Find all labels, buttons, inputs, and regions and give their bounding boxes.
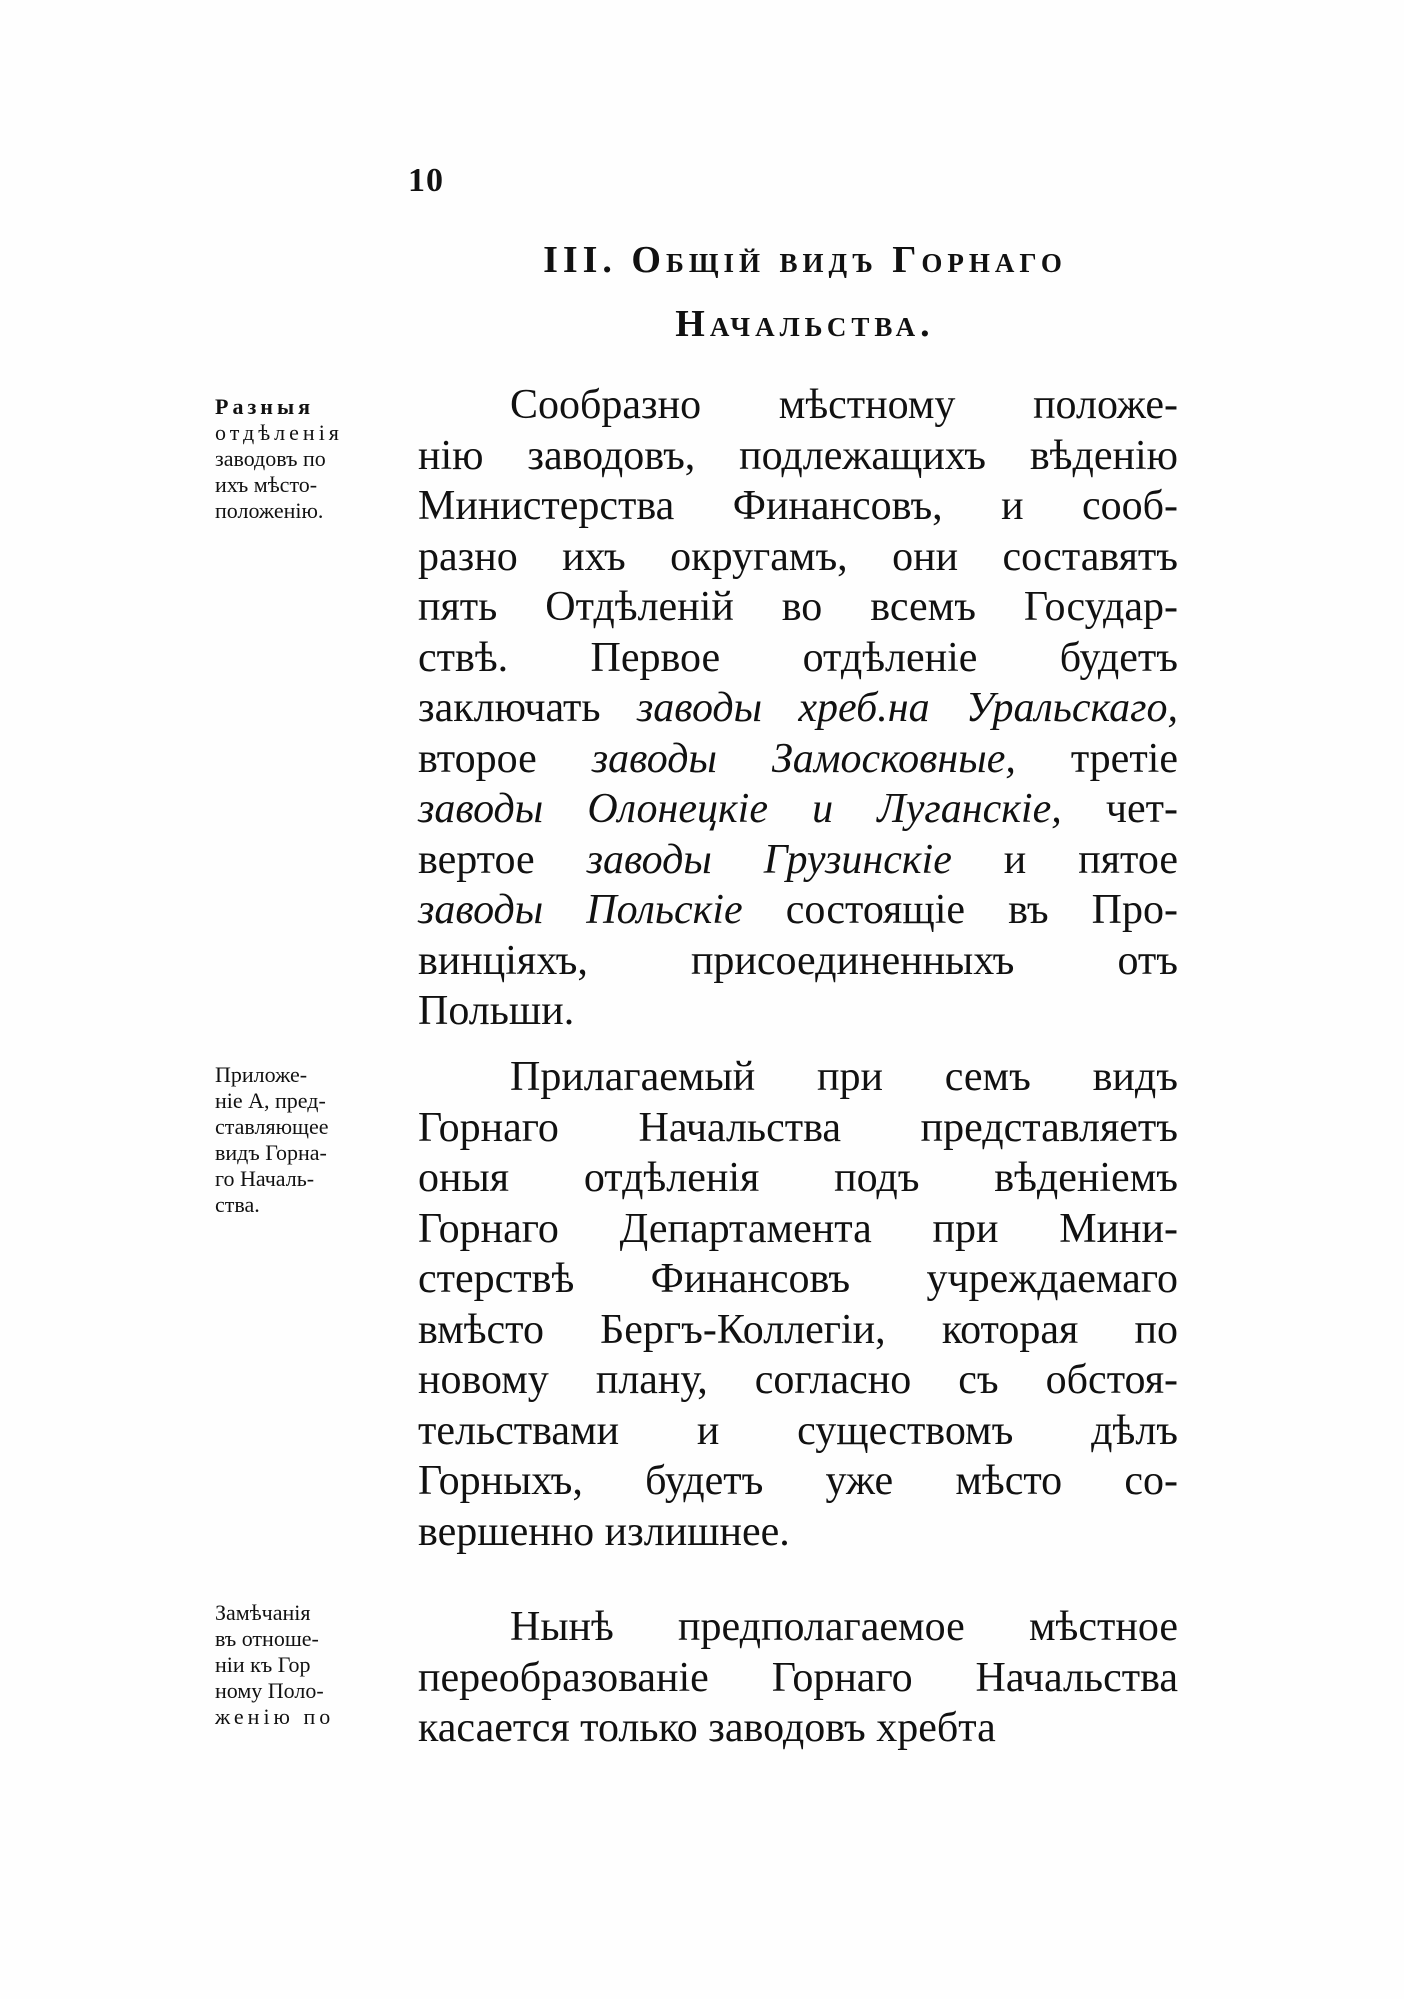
text-line bbox=[418, 885, 1178, 936]
text-run: состоящіе въ Про- bbox=[742, 887, 1178, 933]
text-line bbox=[418, 1703, 1178, 1754]
text-line bbox=[418, 1456, 1178, 1507]
text-line bbox=[418, 532, 1178, 583]
text-run: разно ихъ округамъ, они составятъ bbox=[418, 533, 1178, 580]
text-run: переобразованіе Горнаго Начальства bbox=[418, 1654, 1178, 1701]
text-line bbox=[418, 1254, 1178, 1305]
text-line bbox=[418, 936, 1178, 987]
margin-note-line: отдѣленія bbox=[215, 420, 343, 445]
margin-note-line: положенію. bbox=[215, 498, 324, 523]
chapter-heading: III. Общій видъ Горнаго bbox=[543, 239, 1067, 281]
margin-note-line: ніи къ Гор bbox=[215, 1652, 311, 1677]
text-line bbox=[418, 1355, 1178, 1406]
text-line bbox=[418, 784, 1178, 835]
text-run: Сообразно мѣстному положе- bbox=[510, 382, 1178, 428]
chapter-heading-continued: Начальства. bbox=[675, 303, 935, 345]
text-line bbox=[418, 1305, 1178, 1356]
italic-text: заводы Замосковные, bbox=[591, 735, 1016, 782]
margin-note-1 bbox=[215, 394, 415, 524]
margin-note-line: Приложе- bbox=[215, 1062, 308, 1087]
italic-text: заводы Олонецкіе и Луганскіе, bbox=[418, 786, 1062, 832]
margin-note-line: го Началь- bbox=[215, 1166, 315, 1191]
text-line bbox=[418, 431, 1178, 482]
text-line bbox=[418, 633, 1178, 684]
text-run: вершенно излишнее. bbox=[418, 1508, 790, 1555]
text-line bbox=[418, 1153, 1178, 1204]
margin-note-line: ства. bbox=[215, 1192, 260, 1217]
margin-note-line: ихъ мѣсто- bbox=[215, 472, 318, 497]
page-number: 10 bbox=[408, 162, 444, 199]
text-line bbox=[418, 683, 1178, 734]
margin-note-line: Замѣчанія bbox=[215, 1600, 311, 1625]
text-line bbox=[418, 835, 1178, 886]
text-run: Горнаго Начальства представляетъ bbox=[418, 1104, 1178, 1151]
text-run: Горныхъ, будетъ уже мѣсто со- bbox=[418, 1458, 1178, 1504]
text-run: винціяхъ, присоединенныхъ отъ bbox=[418, 937, 1178, 984]
text-run: Нынѣ предполагаемое мѣстное bbox=[510, 1604, 1178, 1650]
text-run: Горнаго Департамента при Мини- bbox=[418, 1205, 1178, 1252]
paragraph-3 bbox=[418, 1602, 1178, 1754]
text-run: третіе bbox=[1015, 735, 1178, 782]
italic-text: заводы хреб.на Уральскаго, bbox=[636, 685, 1179, 731]
text-run: тельствами и существомъ дѣлъ bbox=[418, 1407, 1178, 1454]
text-line bbox=[418, 1052, 1178, 1103]
text-line bbox=[418, 582, 1178, 633]
text-line bbox=[418, 1406, 1178, 1457]
margin-note-line: заводовъ по bbox=[215, 446, 326, 471]
text-run: стерствѣ Финансовъ учреждаемаго bbox=[418, 1256, 1178, 1302]
text-run: касается только заводовъ хребта bbox=[418, 1705, 996, 1751]
text-line bbox=[418, 1602, 1178, 1653]
margin-note-3 bbox=[215, 1600, 415, 1730]
text-run: ствѣ. Первое отдѣленіе будетъ bbox=[418, 634, 1178, 681]
italic-text: заводы Польскіе bbox=[418, 887, 743, 933]
text-run: и пятое bbox=[951, 836, 1178, 883]
text-line bbox=[418, 481, 1178, 532]
margin-note-line: въ отноше- bbox=[215, 1626, 319, 1651]
text-run: Прилагаемый при семъ видъ bbox=[510, 1054, 1178, 1100]
text-run: второе bbox=[418, 735, 592, 782]
paragraph-1 bbox=[418, 380, 1178, 1037]
text-line bbox=[418, 1204, 1178, 1255]
text-run: пять Отдѣленій во всемъ Государ- bbox=[418, 584, 1178, 630]
text-run: заключать bbox=[418, 685, 637, 731]
text-run: чет- bbox=[1061, 786, 1178, 832]
text-run: вертое bbox=[418, 836, 587, 883]
text-line bbox=[418, 986, 1178, 1037]
margin-note-2 bbox=[215, 1062, 415, 1218]
margin-note-line: ному Поло- bbox=[215, 1678, 324, 1703]
margin-note-line: видъ Горна- bbox=[215, 1140, 327, 1165]
text-run: Министерства Финансовъ, и сооб- bbox=[418, 483, 1178, 529]
text-line bbox=[418, 1653, 1178, 1704]
margin-note-line: ніе А, пред- bbox=[215, 1088, 326, 1113]
margin-note-line: Разныя bbox=[215, 394, 315, 419]
text-line bbox=[418, 734, 1178, 785]
text-line bbox=[418, 1507, 1178, 1558]
text-line bbox=[418, 1103, 1178, 1154]
text-line bbox=[418, 380, 1178, 431]
text-run: вмѣсто Бергъ-Коллегіи, которая по bbox=[418, 1306, 1178, 1353]
text-run: Польши. bbox=[418, 988, 575, 1034]
margin-note-line: ставляющее bbox=[215, 1114, 329, 1139]
italic-text: заводы Грузинскіе bbox=[586, 836, 952, 883]
paragraph-2 bbox=[418, 1052, 1178, 1557]
margin-note-line: женію по bbox=[215, 1704, 335, 1729]
text-run: нію заводовъ, подлежащихъ вѣденію bbox=[418, 432, 1178, 479]
text-run: новому плану, согласно съ обстоя- bbox=[418, 1357, 1178, 1403]
text-run: оныя отдѣленія подъ вѣденіемъ bbox=[418, 1155, 1178, 1201]
